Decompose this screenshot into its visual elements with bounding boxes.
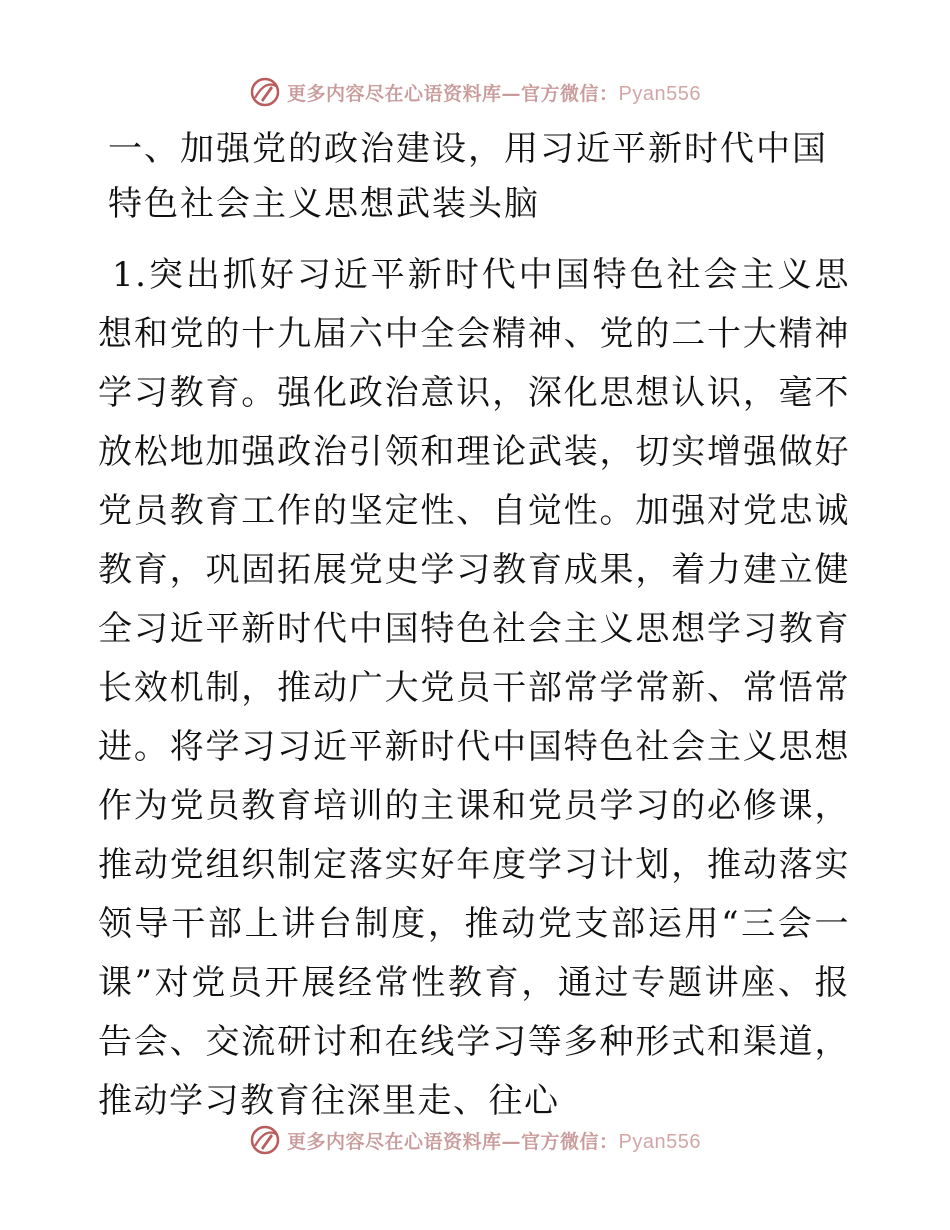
header-watermark (0, 72, 950, 112)
watermark-id: Pyan556 (618, 1130, 701, 1153)
section-heading: 一、加强党的政治建设，用习近平新时代中国特色社会主义思想武装头脑 (108, 129, 828, 224)
watermark-text: 更多内容尽在心语资料库—官方微信：Pyan556 (287, 82, 701, 105)
watermark-text: 更多内容尽在心语资料库—官方微信：Pyan556 (287, 1130, 701, 1153)
footer-watermark (0, 1120, 950, 1160)
logo-icon (249, 1124, 281, 1156)
logo-icon (249, 76, 281, 108)
body-paragraph: 1.突出抓好习近平新时代中国特色社会主义思想和党的十九届六中全会精神、党的二十大精神学习教育。强化政治意识，深化思想认识，毫不放松地加强政治引领和理论武装，切实增强做好党员教育工作的坚定性、自觉性。加强对党忠诚教育，巩固拓展党史学习教育成果，着力建立健全习近平新时代中国特色社会主义思想学习教育长效机制，推动广大党员干部常学常新、常悟常进。将学习习近平新时代中国特色社会主义思想作为党员教育培训的主课和党员学习的必修课，推动党组织制定落实好年度学习计划，推动落实领导干部上讲台制度，推动党支部运用“三会一课”对党员开展经常性教育，通过专题讲座、报告会、交流研讨和在线学习等多种形式和渠道，推动学习教育往深里走、往心 (98, 255, 850, 1121)
watermark-id: Pyan556 (618, 82, 701, 105)
